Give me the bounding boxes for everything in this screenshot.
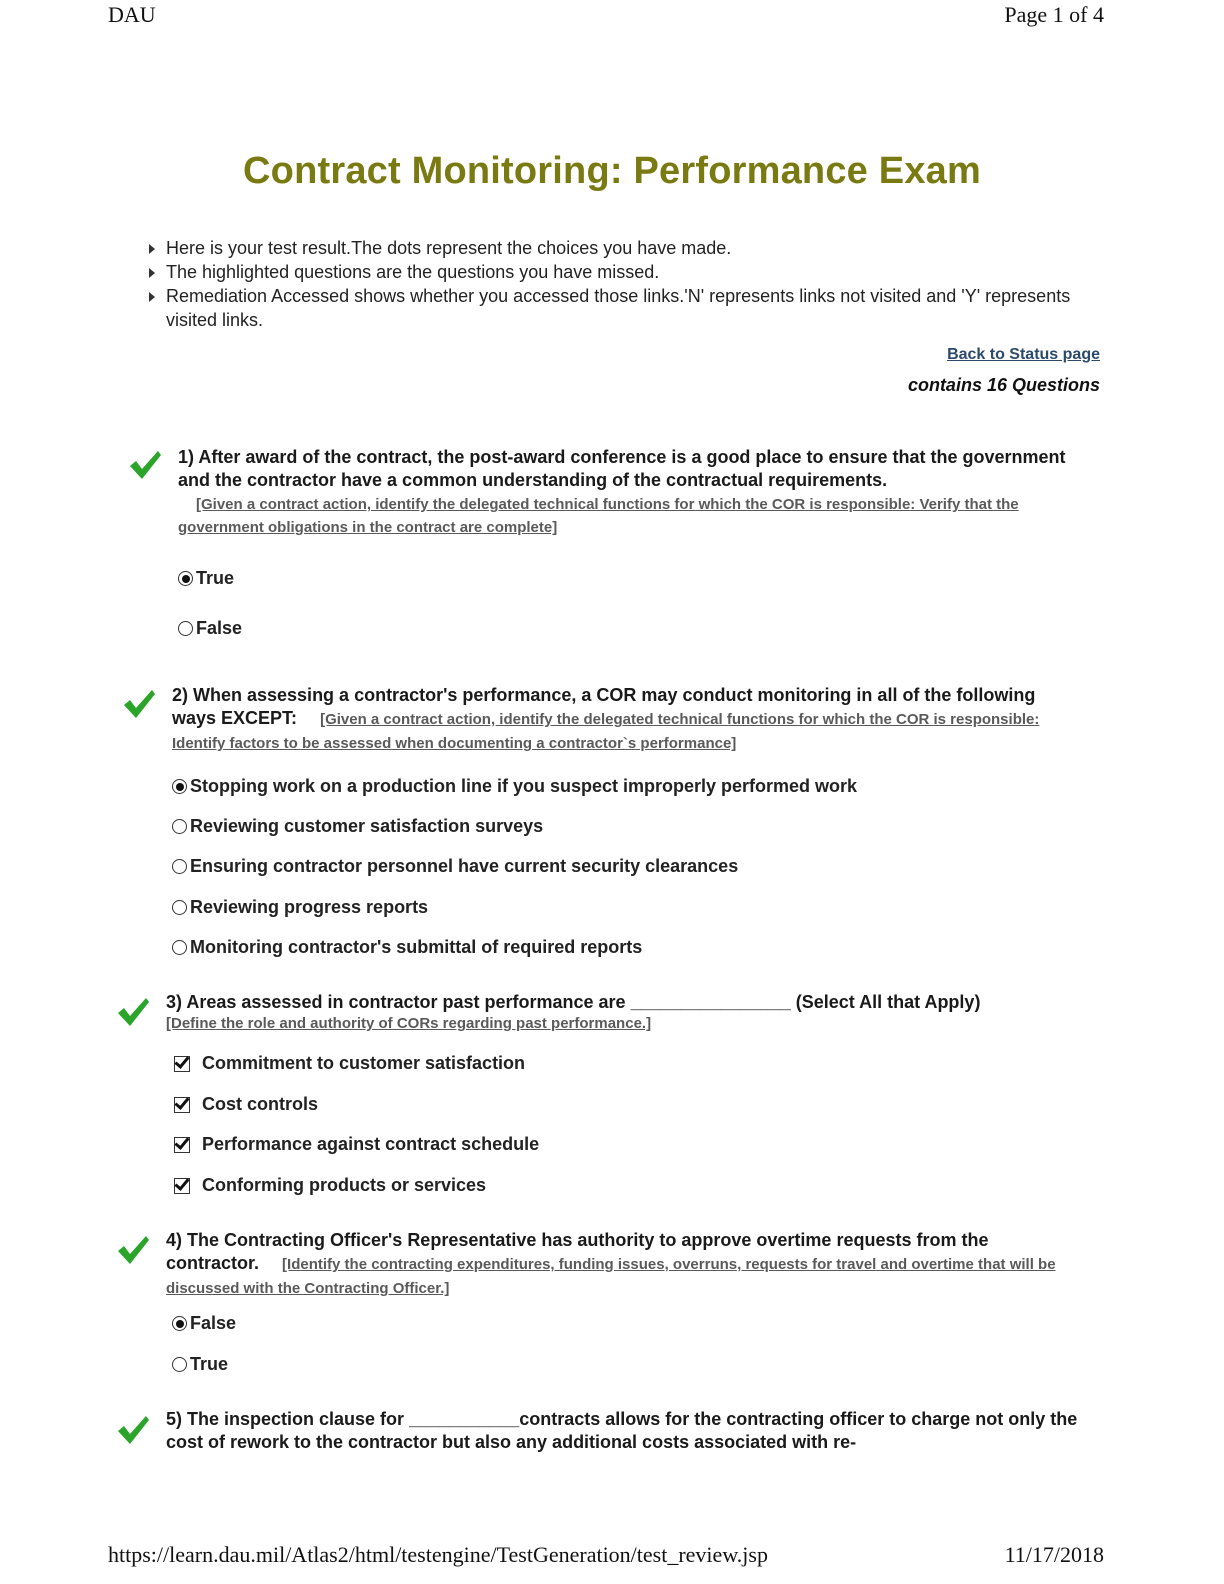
- question-1-objective-link[interactable]: [Given a contract action, identify the delegated technical functions for which the COR is responsible: Verify that the government obligations in the contract are complete]: [178, 496, 1019, 536]
- question-4-option: False: [172, 1313, 236, 1334]
- question-4-option: True: [172, 1354, 228, 1375]
- question-2-option: Ensuring contractor personnel have current security clearances: [172, 856, 738, 877]
- checkbox-checked-icon: [174, 1056, 190, 1072]
- check-icon: [122, 688, 156, 720]
- instruction-item: Here is your test result.The dots represent the choices you have made.: [146, 236, 1086, 260]
- radio-empty-icon: [172, 1357, 187, 1372]
- question-4-objective-link[interactable]: [Identify the contracting expenditures, funding issues, overruns, requests for travel and overtime that will be discussed with the Contracting Officer.]: [166, 1256, 1056, 1297]
- instruction-item: The highlighted questions are the questions you have missed.: [146, 260, 1086, 284]
- question-3-option: Cost controls: [174, 1094, 318, 1115]
- radio-selected-icon: [172, 1316, 187, 1331]
- question-2-option: Reviewing progress reports: [172, 897, 428, 918]
- question-3-option: Commitment to customer satisfaction: [174, 1053, 525, 1074]
- check-icon: [116, 996, 150, 1028]
- question-count: contains 16 Questions: [907, 375, 1100, 395]
- question-3-option: Conforming products or services: [174, 1175, 486, 1196]
- instruction-item: Remediation Accessed shows whether you accessed those links.'N' represents links not visited and 'Y' represents visited links.: [146, 284, 1086, 332]
- bullet-arrow-icon: [149, 244, 155, 254]
- question-3-option: Performance against contract schedule: [174, 1134, 539, 1155]
- back-to-status-link[interactable]: Back to Status page: [947, 346, 1100, 363]
- radio-empty-icon: [172, 940, 187, 955]
- question-4-text: 4) The Contracting Officer's Representative has authority to approve overtime requests from the contractor. [Identify the contracting expenditures, funding issues, overruns, requests for travel and overtime that will be discussed with the Contracting Officer.]: [166, 1230, 1056, 1297]
- print-header-left: DAU: [108, 2, 156, 27]
- question-3-objective-link[interactable]: [Define the role and authority of CORs regarding past performance.]: [166, 1015, 652, 1032]
- radio-empty-icon: [178, 621, 193, 636]
- print-header-page: Page 1 of 4: [1004, 2, 1104, 27]
- question-2-option: Reviewing customer satisfaction surveys: [172, 816, 543, 837]
- question-1-option: True: [178, 568, 234, 589]
- question-1-text: 1) After award of the contract, the post-award conference is a good place to ensure that the government and the contractor have a common understanding of the contractual requirements.: [178, 447, 1066, 490]
- radio-selected-icon: [172, 779, 187, 794]
- check-icon: [128, 449, 162, 481]
- checkbox-checked-icon: [174, 1097, 190, 1113]
- check-icon: [116, 1414, 150, 1446]
- radio-empty-icon: [172, 859, 187, 874]
- question-2-text: 2) When assessing a contractor's performance, a COR may conduct monitoring in all of the following ways EXCEPT: [Given a contract action, identify the delegated technical functions for which the COR is responsible: Identify factors to be assessed when documenting a contractor`s performance]: [172, 685, 1040, 752]
- question-5-text: 5) The inspection clause for ___________contracts allows for the contracting officer to charge not only the cost of rework to the contractor but also any additional costs associated with re-: [166, 1409, 1078, 1452]
- radio-selected-icon: [178, 571, 193, 586]
- question-1-option: False: [178, 618, 242, 639]
- instructions-list: [146, 236, 1086, 332]
- bullet-arrow-icon: [149, 292, 155, 302]
- question-2-option: Stopping work on a production line if you suspect improperly performed work: [172, 776, 857, 797]
- radio-empty-icon: [172, 900, 187, 915]
- radio-empty-icon: [172, 819, 187, 834]
- bullet-arrow-icon: [149, 268, 155, 278]
- question-2-option: Monitoring contractor's submittal of required reports: [172, 937, 642, 958]
- question-2-objective-link[interactable]: [Given a contract action, identify the delegated technical functions for which the COR is responsible: Identify factors to be assessed when documenting a contractor`s performance]: [172, 711, 1040, 752]
- checkbox-checked-icon: [174, 1137, 190, 1153]
- check-icon: [116, 1234, 150, 1266]
- checkbox-checked-icon: [174, 1178, 190, 1194]
- page-title: Contract Monitoring: Performance Exam: [243, 150, 981, 192]
- question-3-text: 3) Areas assessed in contractor past performance are ________________ (Select All that Apply): [166, 992, 981, 1012]
- print-footer-date: 11/17/2018: [1004, 1542, 1104, 1567]
- print-footer-url: https://learn.dau.mil/Atlas2/html/testengine/TestGeneration/test_review.jsp: [108, 1542, 768, 1567]
